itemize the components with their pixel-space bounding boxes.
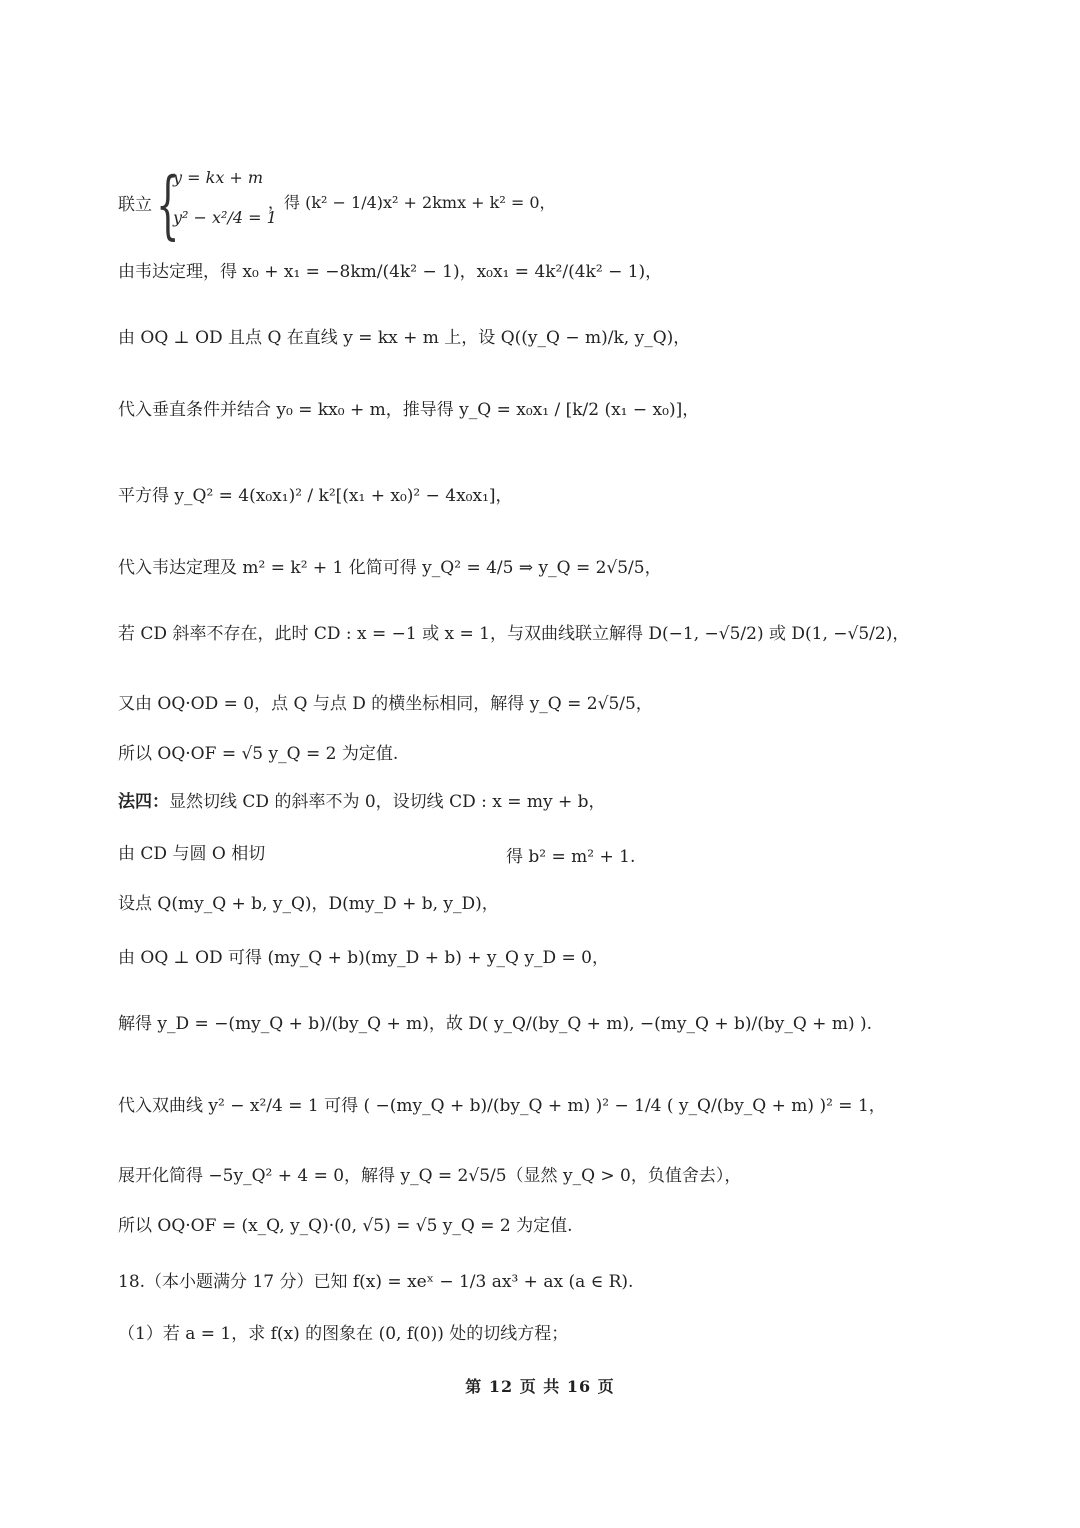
text-line: 若 CD 斜率不存在，此时 CD : x = −1 或 x = 1，与双曲线联立解得 D(−1, −√5/2) 或 D(1, −√5/2)， — [118, 624, 910, 644]
text-line: 代入垂直条件并结合 y₀ = kx₀ + m，推导得 y_Q = x₀x₁ / [k/2 (x₁ − x₀)]， — [118, 400, 700, 420]
text-line: 设点 Q(my_Q + b, y_Q)，D(my_D + b, y_D)， — [118, 894, 499, 914]
problem-18: 18.（本小题满分 17 分）已知 f(x) = xeˣ − 1/3 ax³ + ax (a ∈ R). — [118, 1272, 634, 1292]
equation-system — [118, 162, 638, 248]
text-line: 平方得 y_Q² = 4(x₀x₁)² / k²[(x₁ + x₀)² − 4x₀x₁]， — [118, 486, 513, 506]
system-label: 联立 — [118, 195, 152, 215]
method4-title: 法四： — [118, 792, 169, 812]
text-line: 由韦达定理，得 x₀ + x₁ = −8km/(4k² − 1)，x₀x₁ = 4k²/(4k² − 1)， — [118, 262, 663, 282]
problem-18-part1: （1）若 a = 1，求 f(x) 的图象在 (0, f(0)) 处的切线方程； — [118, 1324, 569, 1344]
text-line: 所以 OQ·OF = (x_Q, y_Q)·(0, √5) = √5 y_Q = 2 为定值. — [118, 1216, 573, 1236]
method4-text: 显然切线 CD 的斜率不为 0，设切线 CD : x = my + b， — [169, 792, 606, 812]
text-line: 展开化简得 −5y_Q² + 4 = 0，解得 y_Q = 2√5/5（显然 y_Q > 0，负值舍去）， — [118, 1166, 742, 1186]
method4-line — [118, 790, 606, 814]
page-footer: 第 12 页 共 16 页 — [465, 1377, 615, 1396]
text-line: 代入韦达定理及 m² = k² + 1 化简可得 y_Q² = 4/5 ⇒ y_Q = 2√5/5， — [118, 558, 662, 578]
tangent-left: 由 CD 与圆 O 相切 — [118, 844, 266, 864]
system-result: ，得 (k² − 1/4)x² + 2kmx + k² = 0， — [268, 193, 556, 212]
text-line: 由 OQ ⊥ OD 且点 Q 在直线 y = kx + m 上，设 Q((y_Q − m)/k, y_Q)， — [118, 328, 691, 348]
system-eq2: y² − x²/4 = 1 — [173, 208, 277, 227]
text-line: 代入双曲线 y² − x²/4 = 1 可得 ( −(my_Q + b)/(by_Q + m) )² − 1/4 ( y_Q/(by_Q + m) )² = 1， — [118, 1096, 886, 1116]
text-line: 又由 OQ·OD = 0，点 Q 与点 D 的横坐标相同，解得 y_Q = 2√5/5， — [118, 694, 653, 714]
tangent-right: 得 b² = m² + 1. — [506, 847, 636, 867]
system-eq1: y = kx + m — [173, 168, 264, 187]
text-line: 所以 OQ·OF = √5 y_Q = 2 为定值. — [118, 744, 399, 764]
text-line: 解得 y_D = −(my_Q + b)/(by_Q + m)，故 D( y_Q/(by_Q + m), −(my_Q + b)/(by_Q + m) ). — [118, 1014, 873, 1034]
text-line: 由 OQ ⊥ OD 可得 (my_Q + b)(my_D + b) + y_Q y_D = 0， — [118, 948, 609, 968]
brace: { — [156, 162, 180, 248]
